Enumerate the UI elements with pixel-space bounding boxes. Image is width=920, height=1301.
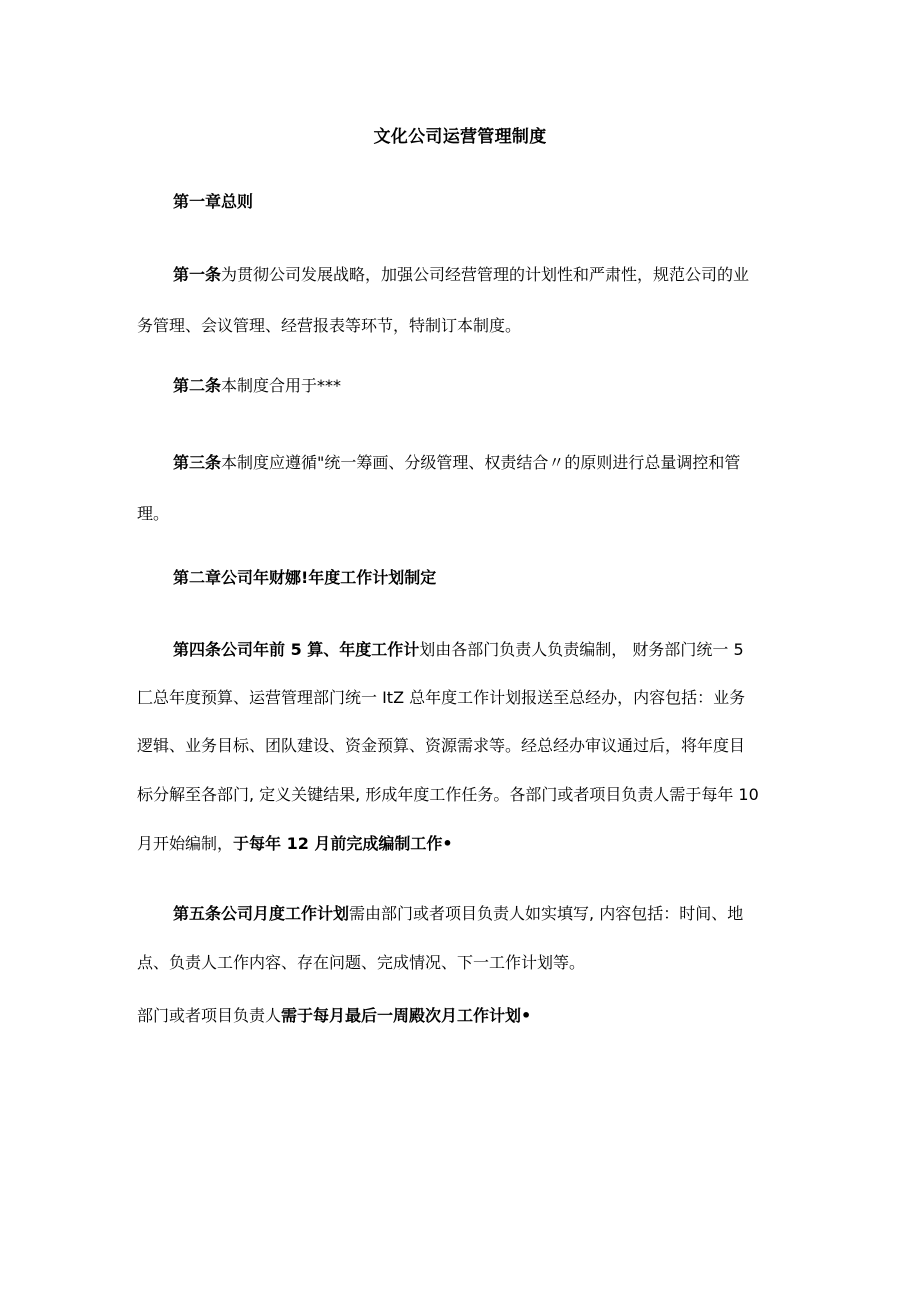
article-3-line-2: 理。: [137, 504, 170, 523]
article-1-line-2: 务管理、会议管理、经营报表等环节，特制订本制度。: [137, 316, 522, 335]
article-5-line-2: 点、负责人工作内容、存在问题、完成情况、下一工作计划等。: [137, 953, 586, 972]
chapter-2-heading: 第二章公司年财娜!年度工作计划制定: [173, 568, 437, 587]
article-4-text-5a: 月开始编制，: [137, 834, 234, 853]
article-4-line-4: 标分解至各部门, 定义关键结果, 形成年度工作任务。各部门或者项目负责人需于每年 10: [137, 785, 759, 804]
article-3-line-1: [173, 453, 740, 473]
article-4-line-5: [137, 834, 453, 854]
article-2-text: 本制度合用于***: [221, 376, 342, 395]
article-3-text-1: 本制度应遵循"统一筹画、分级管理、权责结合〃的原则进行总量调控和管: [221, 453, 741, 472]
article-4-line-1: [173, 640, 744, 660]
article-4-text-1: 划由各部门负责人负责编制， 财务部门统一 5: [419, 640, 744, 659]
article-4-text-5b: 于每年 12 月前完成编制工作•: [233, 834, 453, 853]
article-5-text-1: 需由部门或者项目负责人如实填写, 内容包括：时间、地: [349, 904, 744, 923]
article-4-line-2: 匚总年度预算、运营管理部门统一 ItZ 总年度工作计划报送至总经办，内容包括：业务: [137, 688, 746, 707]
article-1-label: 第一条: [173, 265, 222, 284]
article-3-label: 第三条: [173, 453, 222, 472]
article-5-line-3: [137, 1006, 531, 1026]
article-2-label: 第二条: [173, 376, 222, 395]
article-2-line: [173, 376, 341, 396]
article-4-label: 第四条公司年前 5 算、年度工作计: [173, 640, 420, 659]
article-1-text-1: 为贯彻公司发展战略，加强公司经营管理的计划性和严肃性，规范公司的业: [221, 265, 750, 284]
article-5-line-1: [173, 904, 743, 924]
article-5-text-3a: 部门或者项目负责人: [137, 1006, 282, 1025]
article-1-line-1: [173, 265, 749, 285]
chapter-1-heading: 第一章总则: [173, 192, 254, 211]
document-title: 文化公司运营管理制度: [373, 127, 547, 147]
article-5-label: 第五条公司月度工作计划: [173, 904, 350, 923]
article-4-line-3: 逻辑、业务目标、团队建设、资金预算、资源需求等。经总经办审议通过后，将年度目: [137, 736, 746, 755]
article-5-text-3b: 需于每月最后一周殿次月工作计划•: [281, 1006, 532, 1025]
